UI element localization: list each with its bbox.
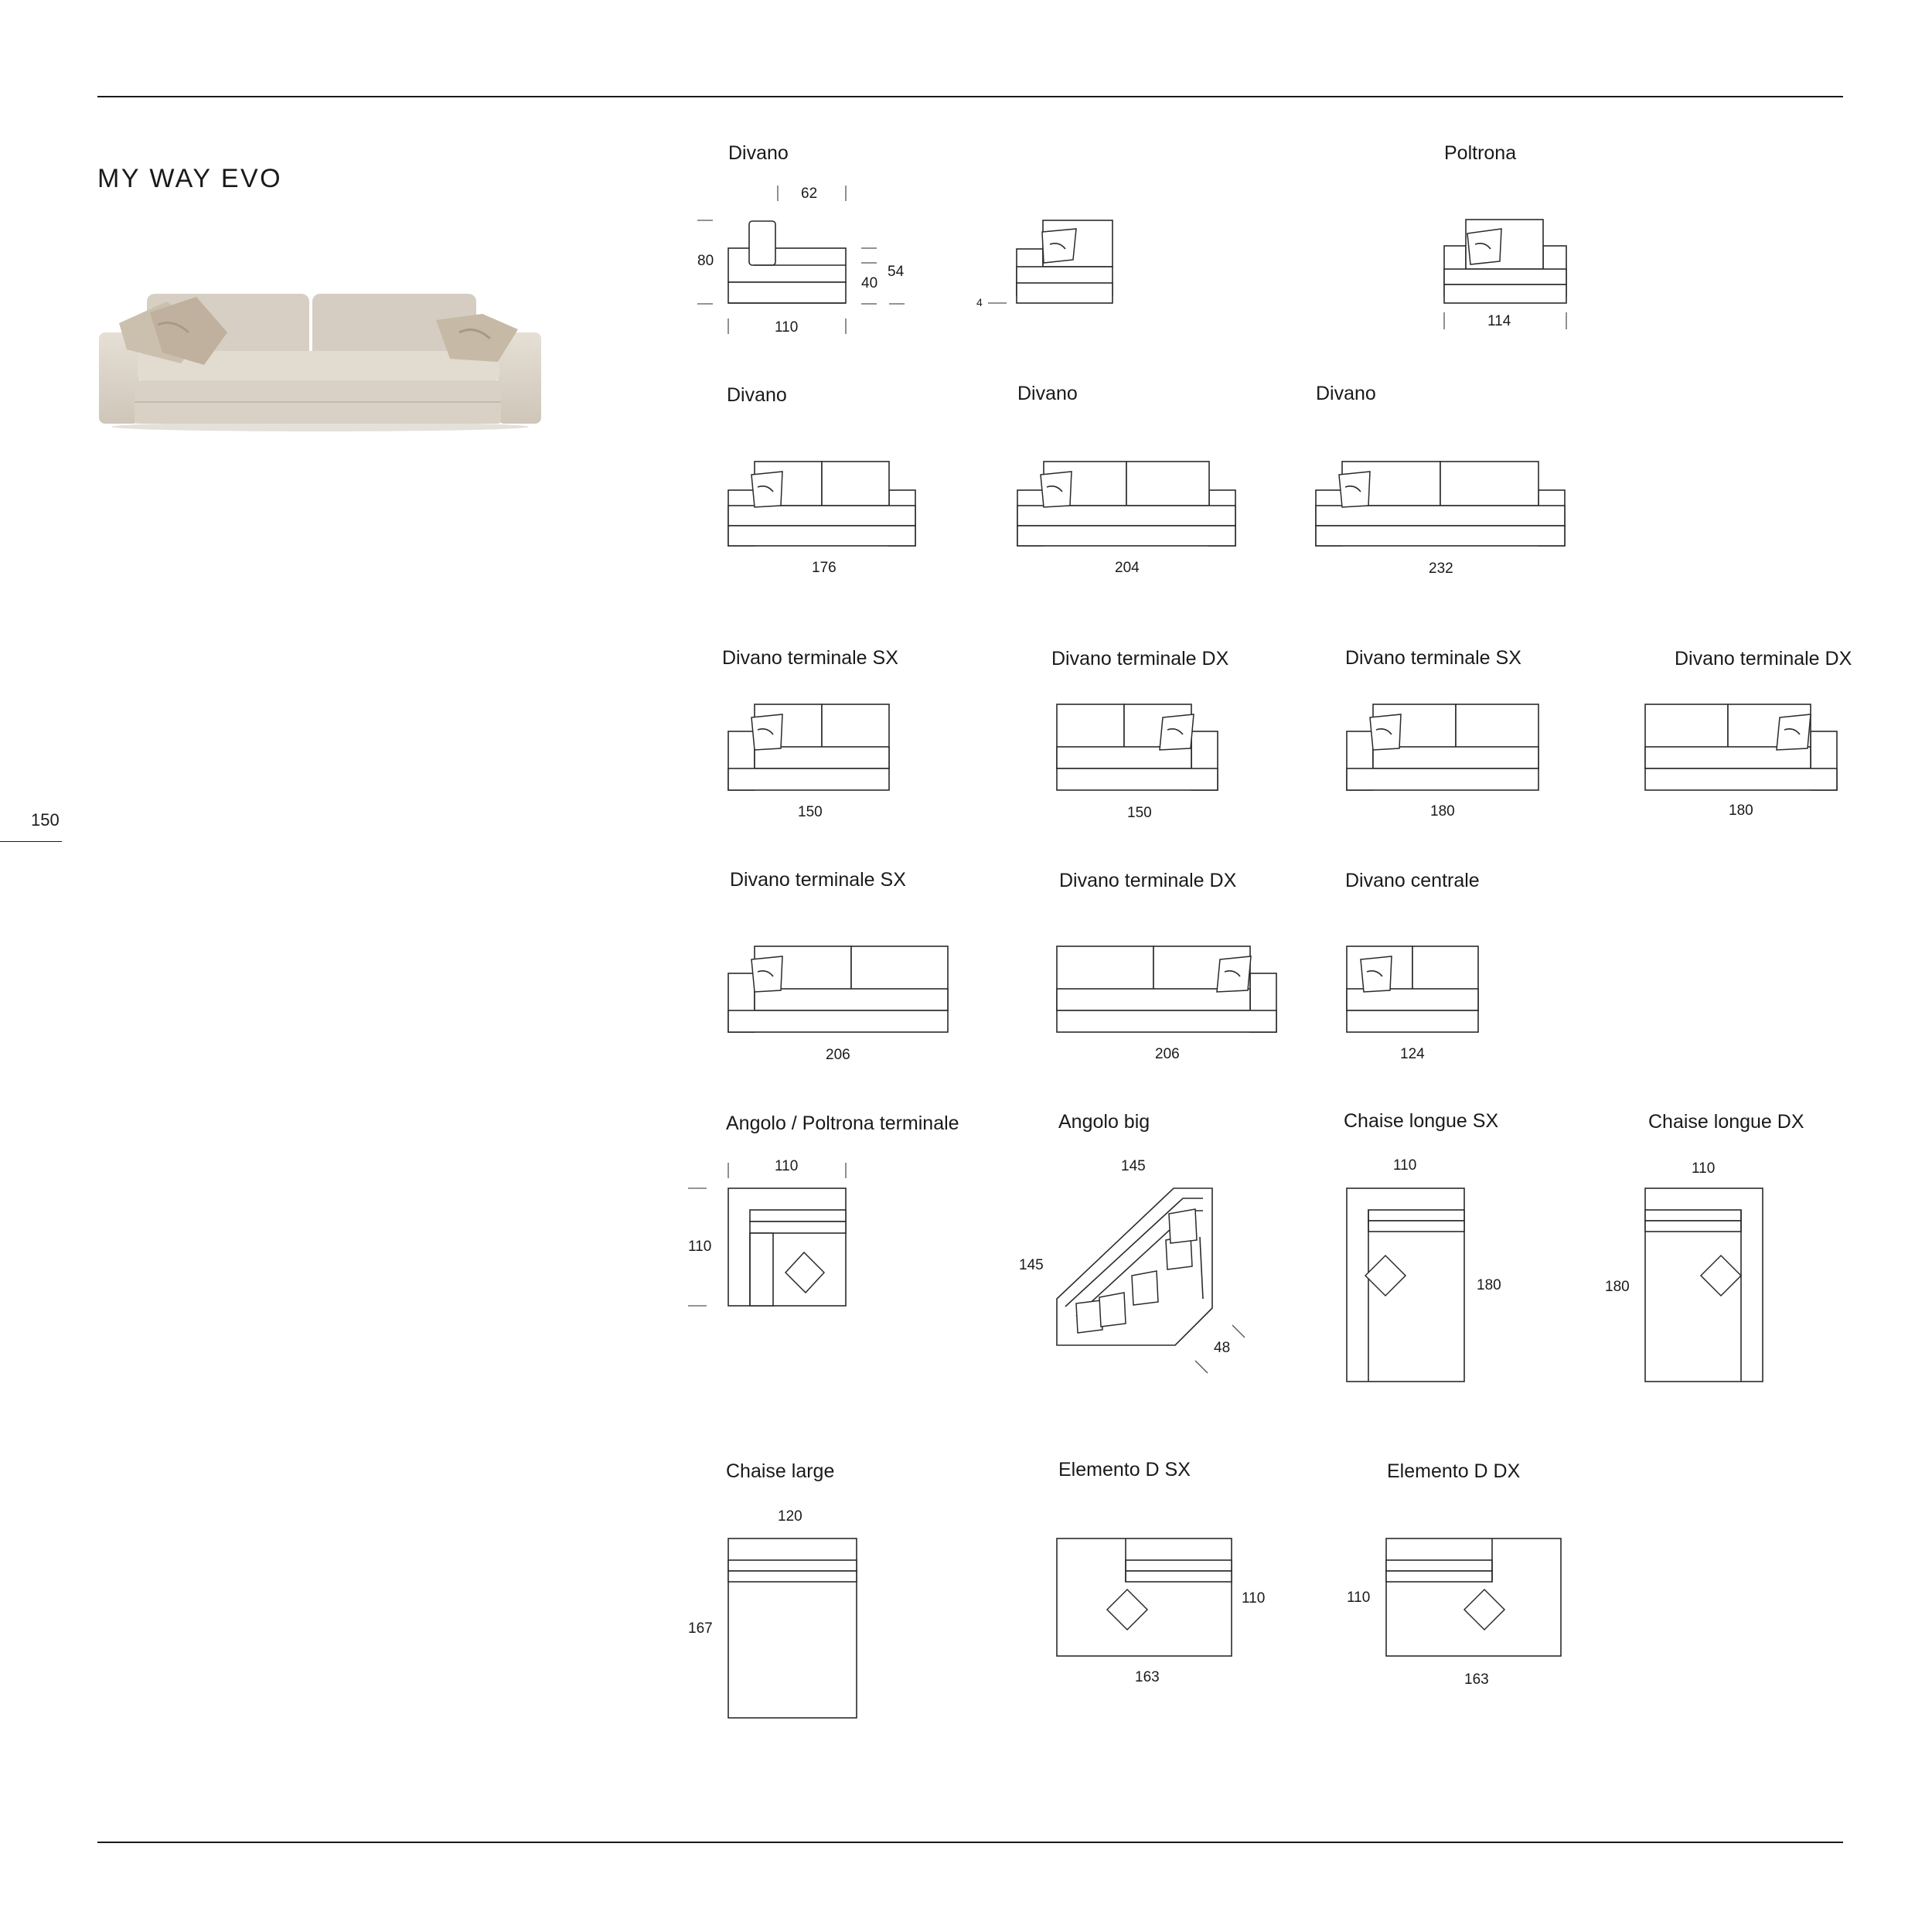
label-divano-204: Divano (1017, 383, 1078, 404)
elemento-d-sx-drawing (1057, 1538, 1232, 1656)
dim-elem-dx-h: 110 (1347, 1590, 1371, 1606)
dim-elem-sx-h: 110 (1242, 1590, 1266, 1607)
dim-angolo-h: 110 (688, 1239, 712, 1255)
dim-side-height: 80 (697, 253, 714, 269)
label-angolo-poltrona: Angolo / Poltrona terminale (726, 1113, 959, 1134)
terminale-dx-180-drawing (1645, 704, 1837, 790)
dim-elem-sx-w: 163 (1135, 1669, 1160, 1685)
label-chaise-sx: Chaise longue SX (1344, 1110, 1499, 1132)
dim-big-d: 48 (1214, 1340, 1231, 1356)
dim-divano-232: 232 (1429, 561, 1453, 577)
dim-term-dx-180: 180 (1729, 802, 1753, 819)
dim-elem-dx-w: 163 (1464, 1671, 1489, 1688)
terminale-sx-180-drawing (1347, 704, 1538, 790)
label-elem-d-sx: Elemento D SX (1058, 1459, 1191, 1481)
chaise-large-drawing (728, 1538, 857, 1718)
dim-chaise-sx-h: 180 (1477, 1277, 1501, 1293)
dim-poltrona: 114 (1487, 313, 1511, 329)
page-title: MY WAY EVO (97, 164, 283, 193)
dim-term-sx-180: 180 (1430, 803, 1455, 819)
divano-176-drawing (728, 462, 915, 546)
dim-side-depth: 62 (801, 186, 818, 202)
label-chaise-dx: Chaise longue DX (1648, 1111, 1804, 1133)
chaise-dx-drawing (1645, 1188, 1763, 1382)
label-divano-232: Divano (1316, 383, 1376, 404)
label-term-sx-206: Divano terminale SX (730, 869, 906, 891)
label-term-sx-180: Divano terminale SX (1345, 647, 1521, 669)
dim-side-arm: 54 (888, 264, 905, 280)
label-chaise-large: Chaise large (726, 1460, 835, 1482)
label-poltrona: Poltrona (1444, 142, 1517, 164)
dim-side-width: 110 (775, 319, 799, 336)
label-divano-side: Divano (728, 142, 789, 164)
dim-foot: 4 (976, 296, 983, 308)
dim-term-sx-206: 206 (826, 1047, 850, 1063)
label-term-sx-150: Divano terminale SX (722, 647, 898, 669)
dim-large-w: 120 (778, 1508, 802, 1525)
dim-chaise-dx-w: 110 (1692, 1160, 1716, 1177)
divano-232-drawing (1316, 462, 1565, 546)
terminale-sx-150-drawing (728, 704, 889, 790)
label-centrale: Divano centrale (1345, 870, 1480, 891)
dim-divano-176: 176 (812, 560, 837, 576)
dim-big-h: 145 (1019, 1257, 1044, 1273)
dim-term-dx-150: 150 (1127, 805, 1152, 821)
terminale-sx-206-drawing (728, 946, 948, 1032)
dim-divano-204: 204 (1115, 560, 1140, 576)
divano-centrale-drawing (1347, 946, 1478, 1032)
angolo-poltrona-drawing (688, 1163, 846, 1306)
label-angolo-big: Angolo big (1058, 1111, 1150, 1133)
divano-front-small-drawing (988, 220, 1113, 303)
dim-term-sx-150: 150 (798, 804, 823, 820)
chaise-sx-drawing (1347, 1188, 1464, 1382)
label-divano-176: Divano (727, 384, 787, 406)
dim-side-seat: 40 (861, 275, 878, 291)
dim-big-w: 145 (1121, 1158, 1146, 1174)
label-term-dx-180: Divano terminale DX (1675, 648, 1852, 670)
terminale-dx-206-drawing (1057, 946, 1276, 1032)
label-term-dx-150: Divano terminale DX (1051, 648, 1229, 670)
dim-chaise-dx-h: 180 (1605, 1279, 1630, 1295)
divano-204-drawing (1017, 462, 1235, 546)
dim-angolo-w: 110 (775, 1158, 799, 1174)
terminale-dx-150-drawing (1057, 704, 1218, 790)
dim-chaise-sx-w: 110 (1393, 1157, 1417, 1174)
dim-centrale: 124 (1400, 1046, 1425, 1062)
divano-side-view-drawing (697, 186, 905, 334)
dim-large-h: 167 (688, 1620, 713, 1637)
label-term-dx-206: Divano terminale DX (1059, 870, 1237, 891)
elemento-d-dx-drawing (1386, 1538, 1561, 1656)
page-number: 150 (31, 810, 60, 830)
dim-term-dx-206: 206 (1155, 1046, 1180, 1062)
label-elem-d-dx: Elemento D DX (1387, 1460, 1521, 1482)
